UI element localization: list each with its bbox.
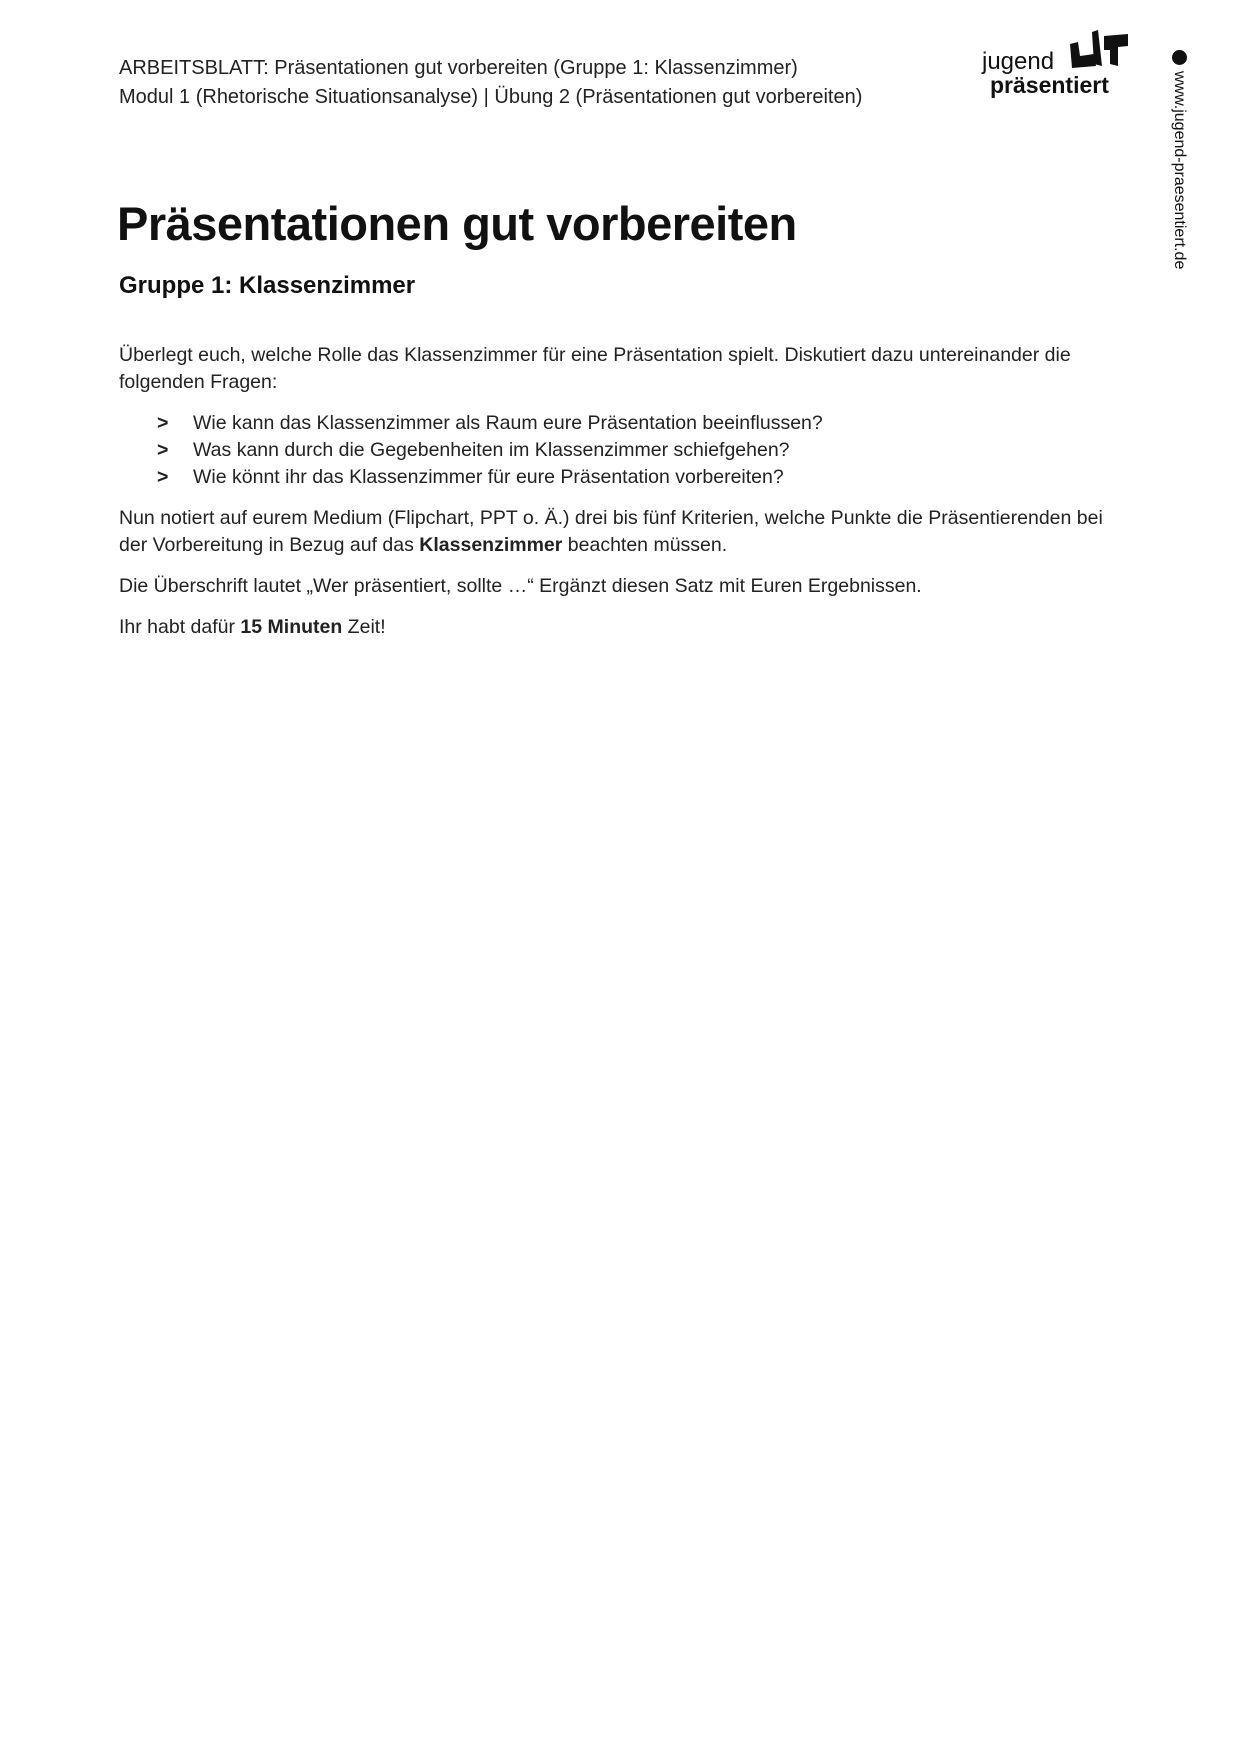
task-paragraph (119, 505, 1119, 559)
question-text: Wie könnt ihr das Klassenzimmer für eure Präsentation vorbereiten? (193, 466, 784, 488)
time-text: Ihr habt dafür (119, 616, 241, 638)
globe-icon (1172, 50, 1187, 65)
task-text: Nun notiert auf eurem Medium (Flipchart, PPT o. Ä.) drei bis fünf Kriterien, welche Punkte die Präsentierenden bei der Vorbereitung in Bezug auf das (119, 507, 1103, 556)
task-text-end: beachten müssen. (562, 534, 728, 556)
heading-note-paragraph: Die Überschrift lautet „Wer präsentiert, sollte …“ Ergänzt diesen Satz mit Euren Ergebnissen. (119, 575, 922, 597)
question-text: Was kann durch die Gegebenheiten im Klassenzimmer schiefgehen? (193, 439, 790, 461)
document-header (119, 54, 862, 112)
jugend-praesentiert-logo (980, 30, 1130, 105)
intro-paragraph: Überlegt euch, welche Rolle das Klassenzimmer für eine Präsentation spielt. Diskutiert dazu untereinander die folgenden Fragen: (119, 344, 1071, 393)
bullet-arrow-icon: > (157, 466, 169, 488)
worksheet-body (119, 342, 1119, 655)
question-text: Wie kann das Klassenzimmer als Raum eure Präsentation beeinflussen? (193, 412, 823, 434)
website-url (1170, 50, 1188, 269)
logo-mark-icon (1068, 30, 1130, 70)
list-item (157, 410, 1119, 437)
page-subtitle: Gruppe 1: Klassenzimmer (119, 272, 416, 299)
bullet-arrow-icon: > (157, 412, 169, 434)
logo-word-1: jugend (982, 48, 1055, 75)
header-line-2: Modul 1 (Rhetorische Situationsanalyse) | Übung 2 (Präsentationen gut vorbereiten) (119, 86, 863, 108)
question-list (119, 410, 1119, 491)
url-text: www.jugend-praesentiert.de (1171, 71, 1188, 270)
header-line-1: ARBEITSBLATT: Präsentationen gut vorbereiten (Gruppe 1: Klassenzimmer) (119, 57, 798, 79)
time-text-end: Zeit! (342, 616, 386, 638)
logo-word-2: präsentiert (990, 72, 1109, 98)
bullet-arrow-icon: > (157, 439, 169, 461)
list-item (157, 464, 1119, 491)
page-title: Präsentationen gut vorbereiten (117, 197, 797, 250)
task-emphasis: Klassenzimmer (419, 534, 563, 556)
time-paragraph (119, 614, 1119, 641)
time-emphasis: 15 Minuten (240, 616, 343, 638)
list-item (157, 437, 1119, 464)
